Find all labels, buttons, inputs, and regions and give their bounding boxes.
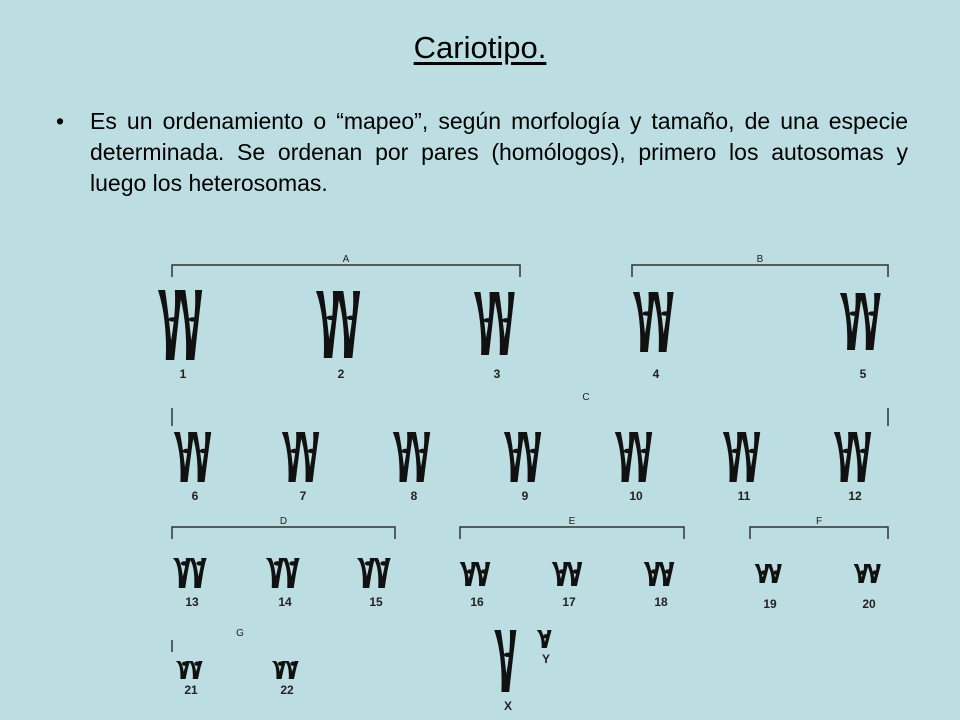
chromosome bbox=[644, 562, 661, 586]
pair-number: 2 bbox=[337, 367, 345, 381]
pair-number: 5 bbox=[859, 367, 867, 381]
sex-chromosome-label: Y bbox=[541, 652, 551, 666]
pair-number: 13 bbox=[185, 595, 199, 609]
group-label: F bbox=[815, 516, 823, 527]
chromosome bbox=[521, 432, 541, 482]
chromosome bbox=[615, 432, 635, 482]
x-chromosome bbox=[494, 630, 516, 692]
chromosome bbox=[723, 432, 743, 482]
chromosome bbox=[460, 562, 477, 586]
group-label: E bbox=[568, 516, 576, 527]
pair-number: 7 bbox=[299, 489, 307, 503]
chromosome bbox=[188, 558, 207, 588]
chromosome bbox=[633, 292, 655, 352]
chromosome bbox=[859, 293, 881, 350]
chromosome bbox=[284, 661, 299, 679]
chromosome bbox=[158, 290, 182, 360]
chromosome bbox=[840, 293, 862, 350]
pair-number: 21 bbox=[184, 683, 198, 697]
chromosome bbox=[410, 432, 430, 482]
bullet-dot: • bbox=[56, 108, 65, 134]
chromosome bbox=[854, 564, 869, 583]
chromosome bbox=[566, 562, 583, 586]
group-bracket bbox=[750, 527, 888, 539]
group-label: G bbox=[236, 628, 244, 639]
chromosome bbox=[176, 661, 191, 679]
group-bracket bbox=[460, 527, 684, 539]
chromosome bbox=[266, 558, 285, 588]
chromosome bbox=[755, 564, 770, 583]
pair-number: 18 bbox=[654, 595, 668, 609]
chromosome bbox=[474, 292, 496, 355]
pair-number: 19 bbox=[763, 597, 777, 611]
group-bracket bbox=[172, 527, 395, 539]
pair-number: 15 bbox=[369, 595, 383, 609]
group-label: C bbox=[582, 392, 590, 403]
pair-number: 8 bbox=[410, 489, 418, 503]
chromosome bbox=[372, 558, 391, 588]
group-label: B bbox=[756, 254, 764, 265]
y-chromosome bbox=[537, 630, 552, 648]
pair-number: 1 bbox=[179, 367, 187, 381]
pair-number: 20 bbox=[862, 597, 876, 611]
pair-number: 16 bbox=[470, 595, 484, 609]
chromosome bbox=[632, 432, 652, 482]
chromosome bbox=[173, 558, 192, 588]
chromosome bbox=[316, 291, 340, 358]
pair-number: 6 bbox=[191, 489, 199, 503]
chromosome bbox=[658, 562, 675, 586]
pair-number: 4 bbox=[652, 367, 660, 381]
pair-number: 14 bbox=[278, 595, 292, 609]
chromosome bbox=[851, 432, 871, 482]
chromosome bbox=[357, 558, 376, 588]
pair-number: 10 bbox=[629, 489, 643, 503]
chromosome bbox=[652, 292, 674, 352]
pair-number: 12 bbox=[848, 489, 862, 503]
pair-number: 22 bbox=[280, 683, 294, 697]
sex-chromosome-label: X bbox=[503, 699, 513, 713]
pair-number: 3 bbox=[493, 367, 501, 381]
chromosome bbox=[174, 432, 194, 482]
chromosome bbox=[272, 661, 287, 679]
chromosome bbox=[299, 432, 319, 482]
chromosome bbox=[393, 432, 413, 482]
chromosome bbox=[504, 432, 524, 482]
chromosome bbox=[866, 564, 881, 583]
chromosome bbox=[474, 562, 491, 586]
pair-number: 9 bbox=[521, 489, 529, 503]
chromosome bbox=[281, 558, 300, 588]
chromosome bbox=[336, 291, 360, 358]
group-label: A bbox=[342, 254, 350, 265]
pair-number: 11 bbox=[737, 489, 751, 503]
pair-number: 17 bbox=[562, 595, 576, 609]
chromosome bbox=[188, 661, 203, 679]
chromosome bbox=[552, 562, 569, 586]
chromosome bbox=[178, 290, 202, 360]
chromosome bbox=[282, 432, 302, 482]
chromosome bbox=[740, 432, 760, 482]
chromosome bbox=[834, 432, 854, 482]
group-bracket bbox=[172, 265, 520, 277]
group-label: D bbox=[279, 516, 288, 527]
group-bracket bbox=[632, 265, 888, 277]
chromosome bbox=[191, 432, 211, 482]
chromosome bbox=[493, 292, 515, 355]
bullet-text: Es un ordenamiento o “mapeo”, según morfología y tamaño, de una especie determinada. Se ordenan por pares (homólogos), primero los autosomas y luego los heterosomas. bbox=[90, 108, 908, 196]
chromosome bbox=[767, 564, 782, 583]
slide-title: Cariotipo. bbox=[413, 30, 547, 65]
